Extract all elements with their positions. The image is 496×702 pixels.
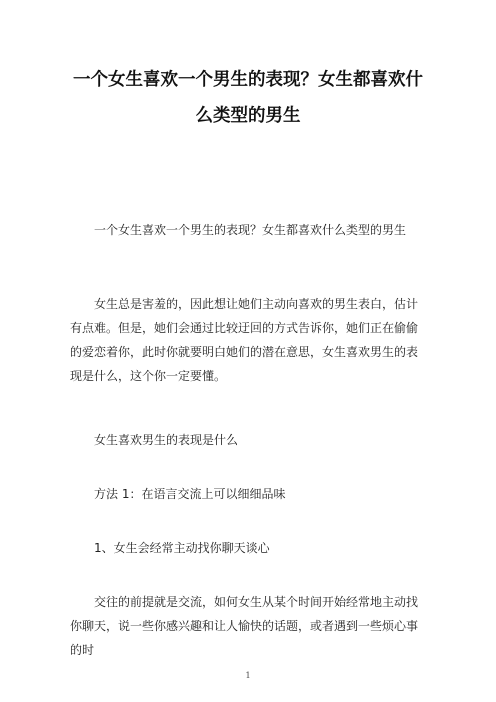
intro-paragraph: 女生总是害羞的，因此想让她们主动向喜欢的男生表白，估计有点难。但是，她们会通过比较迂回的方式告诉你，她们正在偷偷的爱恋着你，此时你就要明白她们的潜在意思，女生喜欢男生的表现是什么，这个你一定要懂。	[70, 297, 419, 383]
page-number: 1	[245, 671, 251, 680]
body-paragraph: 交往的前提就是交流，如何女生从某个时间开始经常地主动找你聊天，说一些你感兴趣和让人愉快的话题，或者遇到一些烦心事的时	[70, 595, 419, 657]
document-title: 一个女生喜欢一个男生的表现？女生都喜欢什么类型的男生	[73, 70, 423, 126]
list-item-heading: 1、女生会经常主动找你聊天谈心	[94, 541, 270, 555]
section-heading: 女生喜欢男生的表现是什么	[94, 433, 239, 447]
method-heading: 方法 1：在语言交流上可以细细品味	[94, 487, 286, 501]
subtitle-paragraph: 一个女生喜欢一个男生的表现？女生都喜欢什么类型的男生	[94, 223, 407, 237]
